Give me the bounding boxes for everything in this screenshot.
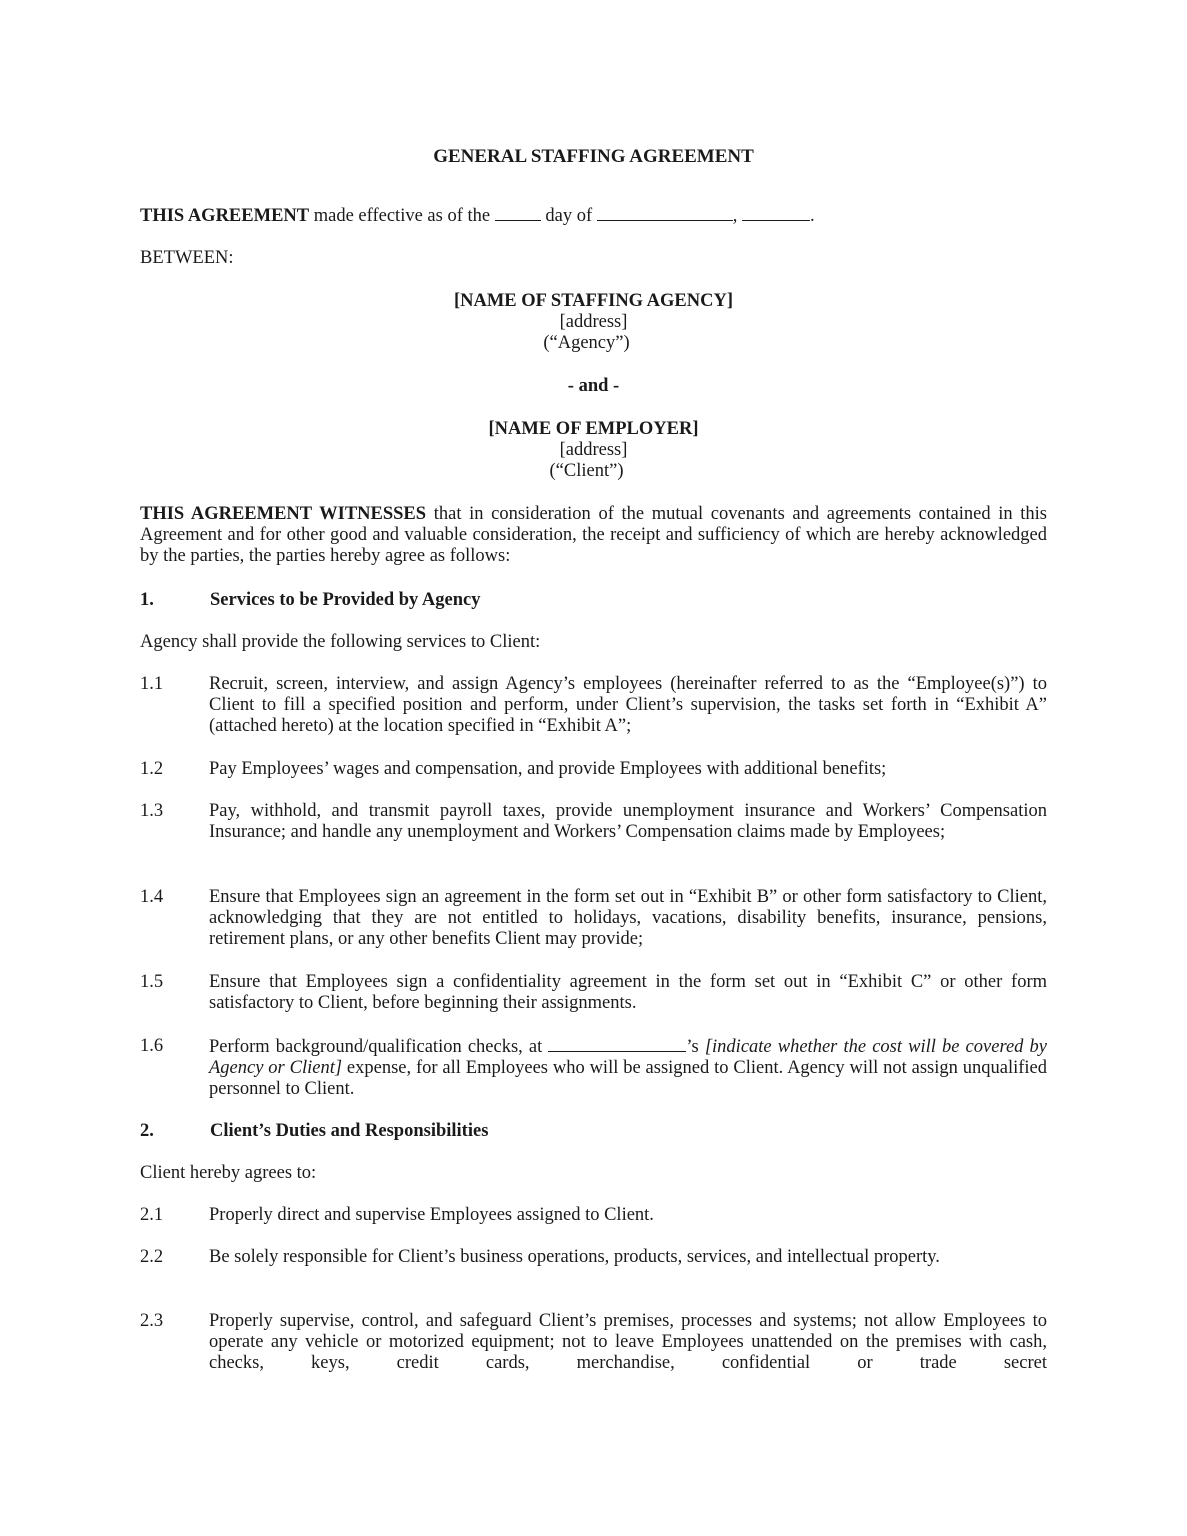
effective-text-c: , — [732, 206, 742, 226]
effective-text-d: . — [809, 206, 815, 226]
clause-number: 1.5 — [140, 972, 164, 992]
section-2-number: 2. — [140, 1121, 154, 1141]
effective-date-line — [140, 205, 815, 227]
clause-2-1 — [140, 1205, 1047, 1226]
between-label: BETWEEN: — [140, 248, 234, 268]
clause-text: Pay Employees’ wages and compensation, and provide Employees with additional benefits; — [209, 759, 887, 779]
clause-text-a: Perform background/qualification checks, at — [209, 1037, 549, 1057]
clause-text-c: expense, for all Employees who will be assigned to Client. Agency will not assign unqualified personnel to Client. — [209, 1058, 1047, 1099]
clause-number: 2.3 — [140, 1311, 164, 1331]
document-title: GENERAL STAFFING AGREEMENT — [433, 146, 754, 167]
clause-text: Pay, withhold, and transmit payroll taxes, provide unemployment insurance and Workers’ Compensation Insurance; and handle any unemployment and Workers’ Compensation claims made by Employees; — [209, 801, 1047, 842]
section-1-title: Services to be Provided by Agency — [210, 590, 481, 610]
clause-text: Properly supervise, control, and safeguard Client’s premises, processes and systems; not allow Employees to operate any vehicle or motorized equipment; not to leave Employees unattended on the premises with cash, checks, keys, credit cards, merchandise, confidential or trade secret — [209, 1311, 1047, 1373]
clause-number: 1.3 — [140, 801, 164, 821]
clause-text: Be solely responsible for Client’s business operations, products, services, and intellectual property. — [209, 1247, 940, 1267]
section-1-intro: Agency shall provide the following services to Client: — [140, 632, 541, 652]
witnesses-paragraph — [140, 504, 1047, 567]
clause-1-3 — [140, 801, 1047, 843]
client-party-block — [0, 419, 1187, 482]
clause-text: Ensure that Employees sign an agreement in the form set out in “Exhibit B” or other form satisfactory to Client, acknowledging that they are not entitled to holidays, vacations, disability benefits, insurance, pensions, retirement plans, or any other benefits Client may provide; — [209, 887, 1047, 949]
witnesses-text: that in consideration of the mutual covenants and agreements contained in this Agreement and for other good and valuable consideration, the receipt and sufficiency of which are hereby acknowledged by the parties, the parties hereby agree as follows: — [140, 504, 1047, 566]
month-blank — [597, 205, 733, 221]
clause-1-6 — [140, 1036, 1047, 1100]
clause-1-4 — [140, 887, 1047, 950]
clause-text — [209, 1036, 1047, 1100]
witnesses-lead: THIS AGREEMENT WITNESSES — [140, 504, 427, 524]
clause-text: Recruit, screen, interview, and assign Agency’s employees (hereinafter referred to as the “Employee(s)”) to Client to fill a specified position and perform, under Client’s supervision, the tasks set forth in “Exhibit A” (attached hereto) at the location specified in “Exhibit A”; — [209, 674, 1047, 736]
effective-lead: THIS AGREEMENT — [140, 206, 310, 226]
clause-instruction: [indicate whether the cost will be covered by Agency or Client] — [209, 1037, 1047, 1078]
effective-text-b: day of — [540, 206, 597, 226]
client-alias: (“Client”) — [549, 461, 624, 481]
clause-text: Ensure that Employees sign a confidentiality agreement in the form set out in “Exhibit C” or other form satisfactory to Client, before beginning their assignments. — [209, 972, 1047, 1013]
clause-2-3 — [140, 1311, 1047, 1374]
agency-name: [NAME OF STAFFING AGENCY] — [453, 291, 734, 311]
section-2-heading — [140, 1121, 488, 1142]
section-1-number: 1. — [140, 590, 154, 610]
client-name: [NAME OF EMPLOYER] — [488, 419, 699, 439]
section-2-title: Client’s Duties and Responsibilities — [210, 1121, 489, 1141]
clause-number: 1.6 — [140, 1036, 164, 1056]
year-blank — [742, 205, 810, 221]
agency-alias: (“Agency”) — [543, 333, 630, 353]
clause-1-5 — [140, 972, 1047, 1014]
clause-number: 2.1 — [140, 1205, 164, 1225]
client-address: [address] — [559, 440, 628, 460]
clause-number: 1.1 — [140, 674, 164, 694]
effective-text-a: made effective as of the — [309, 206, 495, 226]
agency-address: [address] — [559, 312, 628, 332]
clause-text: Properly direct and supervise Employees assigned to Client. — [209, 1205, 654, 1225]
and-separator: - and - — [567, 376, 620, 396]
section-1-heading — [140, 590, 480, 611]
day-blank — [495, 205, 541, 221]
clause-1-1 — [140, 674, 1047, 737]
clause-text-b: ’s — [686, 1037, 705, 1057]
section-2-intro: Client hereby agrees to: — [140, 1163, 317, 1183]
clause-number: 2.2 — [140, 1247, 164, 1267]
clause-2-2 — [140, 1247, 1047, 1268]
party-blank — [548, 1036, 686, 1052]
clause-1-2 — [140, 759, 1047, 780]
clause-number: 1.4 — [140, 887, 164, 907]
clause-number: 1.2 — [140, 759, 164, 779]
agency-party-block — [0, 291, 1187, 354]
